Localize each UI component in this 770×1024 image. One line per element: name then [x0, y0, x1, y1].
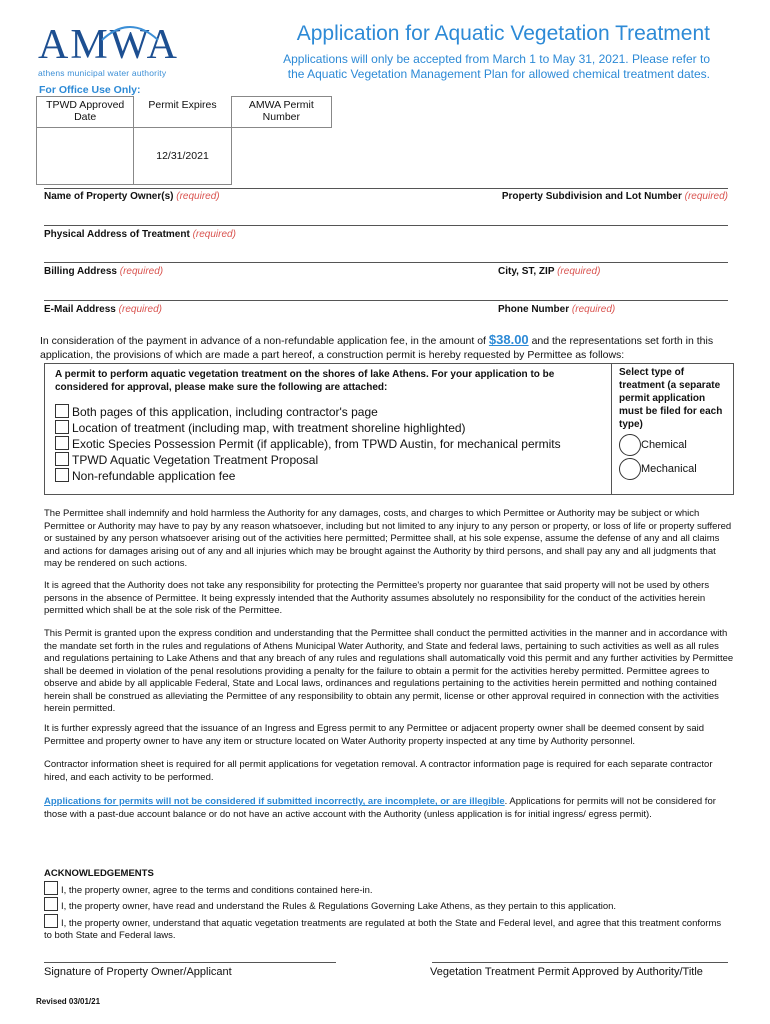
acknowledgements-section: [44, 868, 724, 943]
checkbox[interactable]: [55, 436, 69, 450]
permit-conditions-paragraph: This Permit is granted upon the express condition and understanding that the Permittee shall conduct the permitted activities in the manner and in accordance with the mandate set forth in the rules and regulations of Athens Municipal Water Authority, and State and federal laws, pertaining to such activities as well as all rules and regulations pertaining to Lake Athens and that any breach of any rules and regulations shall automatically void this permit and any further activities by Permittee shall be deemed in violation of the penal resolutions providing a penalty for the failure to obtain a permit for the activities hereby permitted. Permittee agrees to observe and abide by all applicable Federal, State and Local laws, ordinances and regulations pertaining to the activities herein permitted and nothing contained herein shall be construed as alleviating the Permittee of any responsibility to obtain any permit, license or other approval required in connection with the activities herein permitted.: [44, 628, 734, 714]
list-item: I, the property owner, understand that aquatic vegetation treatments are regulated at both the State and Federal level, and agree that this treatment conforms to both State and Federal laws.: [44, 914, 724, 943]
fee-amount: $38.00: [488, 332, 529, 347]
amwa-logo: [38, 24, 188, 78]
warning-link-text: Applications for permits will not be considered if submitted incorrectly, are incomplete, or are illegible: [44, 796, 505, 807]
water-wave-icon: [100, 20, 160, 44]
acknowledgements-heading: ACKNOWLEDGEMENTS: [44, 868, 154, 879]
list-item: Both pages of this application, including contractor's page: [55, 404, 561, 420]
attachments-list: [55, 404, 561, 484]
consideration-paragraph: In consideration of the payment in advance of a non-refundable application fee, in the amount of $38.00 and the representations set forth in this application, the provisions of which are made a part hereof, a construction permit is hereby requested by Permittee as follows:: [40, 332, 714, 361]
ingress-paragraph: It is further expressly agreed that the issuance of an Ingress and Egress permit to any Permittee or adjacent property owner shall be deemed consent by said Permittee and property owner to have any item or structure located on Water Authority property inspected at any time by Authority personnel.: [44, 723, 705, 747]
page-subtitle: Applications will only be accepted from March 1 to May 31, 2021. Please refer to the Aquatic Vegetation Management Plan for allowed chemical treatment dates.: [283, 52, 710, 81]
phone-field-label: Phone Number (required): [498, 304, 616, 315]
billing-field-label: Billing Address (required): [44, 266, 164, 277]
list-item: I, the property owner, agree to the terms and conditions contained here-in.: [44, 881, 724, 898]
page-title: Application for Aquatic Vegetation Treatment: [296, 22, 710, 45]
checkbox[interactable]: [55, 452, 69, 466]
billing-field-line[interactable]: [44, 262, 728, 263]
office-header-expires: Permit Expires: [134, 97, 231, 128]
owner-signature-label: Signature of Property Owner/Applicant: [44, 966, 232, 978]
owner-field-line[interactable]: [44, 188, 728, 189]
checkbox[interactable]: [44, 897, 58, 911]
responsibility-paragraph: It is agreed that the Authority does not take any responsibility for protecting the Permittee's property nor guarantee that said property will not be used by others persons in the absence of Permittee. It being expressly intended that the Authority assumes absolutely no responsibility for the conduct of the activities herein permitted which shall be at the sole risk of the Permittee.: [44, 580, 710, 616]
list-item: I, the property owner, have read and understand the Rules & Regulations Governing Lake Athens, as they pertain to this application.: [44, 897, 724, 914]
list-item: Location of treatment (including map, with treatment shoreline highlighted): [55, 420, 561, 436]
office-value-tpwd[interactable]: [37, 128, 134, 185]
contractor-paragraph: Contractor information sheet is required for all permit applications for vegetation removal. A contractor information page is required for each separate contractor hired, and each activity to be performed.: [44, 759, 713, 783]
email-field-line[interactable]: [44, 300, 728, 301]
owner-field-label: Name of Property Owner(s) (required): [44, 191, 220, 202]
checkbox[interactable]: [44, 914, 58, 928]
requirements-box: [44, 363, 734, 495]
office-use-label: For Office Use Only:: [39, 84, 141, 96]
address-field-label: Physical Address of Treatment (required): [44, 229, 236, 240]
authority-signature-line[interactable]: [432, 962, 728, 963]
checkbox[interactable]: [55, 468, 69, 482]
email-field-label: E-Mail Address (required): [44, 304, 163, 315]
treatment-type-label: Select type of treatment (a separate permit application must be filed for each type): [619, 367, 723, 430]
authority-signature-label: Vegetation Treatment Permit Approved by Authority/Title: [430, 966, 703, 978]
list-item: Exotic Species Possession Permit (if applicable), from TPWD Austin, for mechanical permits: [55, 436, 561, 452]
option-chemical[interactable]: Chemical: [619, 434, 687, 456]
subdivision-field-label: Property Subdivision and Lot Number (required): [501, 191, 728, 202]
office-header-permit-number: AMWA Permit Number: [231, 97, 331, 128]
logo-wordmark: AMWA: [38, 22, 179, 68]
office-header-tpwd: TPWD Approved Date: [37, 97, 134, 128]
indemnify-paragraph: The Permittee shall indemnify and hold harmless the Authority for any damages, costs, and charges to which Permittee or Authority may be subject or which Permittee or Authority may have to pay by any reason whatsoever, including but not limited to any injury to any person or property, or loss of life or property suffered or sustained by any person whatsoever arising out of the activities here permitted; Permittee shall, at his sole expense, assume the defense of any and all claims and actions for damages arising out of any and all injuries which may be brought against the Authority by third persons, and shall pay any and all judgments that may be rendered on such actions.: [44, 508, 732, 569]
address-field-line[interactable]: [44, 225, 728, 226]
warning-paragraph: Applications for permits will not be considered if submitted incorrectly, are incomplete, or are illegible. Applications for permits will not be considered for those with a past-due account balance or do not have an active account with the Authority (unless application is for initial ingress/ egress permit).: [44, 796, 716, 820]
office-use-section: [36, 84, 332, 185]
owner-signature-line[interactable]: [44, 962, 336, 963]
option-mechanical[interactable]: Mechanical: [619, 458, 697, 480]
city-field-label: City, ST, ZIP (required): [498, 266, 601, 277]
office-value-permit-number[interactable]: [231, 128, 331, 185]
logo-subtitle: athens municipal water authority: [38, 68, 167, 78]
checkbox[interactable]: [44, 881, 58, 895]
checkbox[interactable]: [55, 404, 69, 418]
revision-date: Revised 03/01/21: [36, 997, 101, 1006]
list-item: Non-refundable application fee: [55, 468, 561, 484]
office-use-table: [36, 96, 332, 185]
office-value-expires: 12/31/2021: [134, 128, 231, 185]
attachments-intro: A permit to perform aquatic vegetation treatment on the shores of lake Athens. For your application to be considered for approval, please make sure the following are attached:: [55, 369, 555, 393]
radio-chemical[interactable]: [619, 434, 641, 456]
attachments-panel: [45, 364, 612, 494]
radio-mechanical[interactable]: [619, 458, 641, 480]
list-item: TPWD Aquatic Vegetation Treatment Proposal: [55, 452, 561, 468]
checkbox[interactable]: [55, 420, 69, 434]
